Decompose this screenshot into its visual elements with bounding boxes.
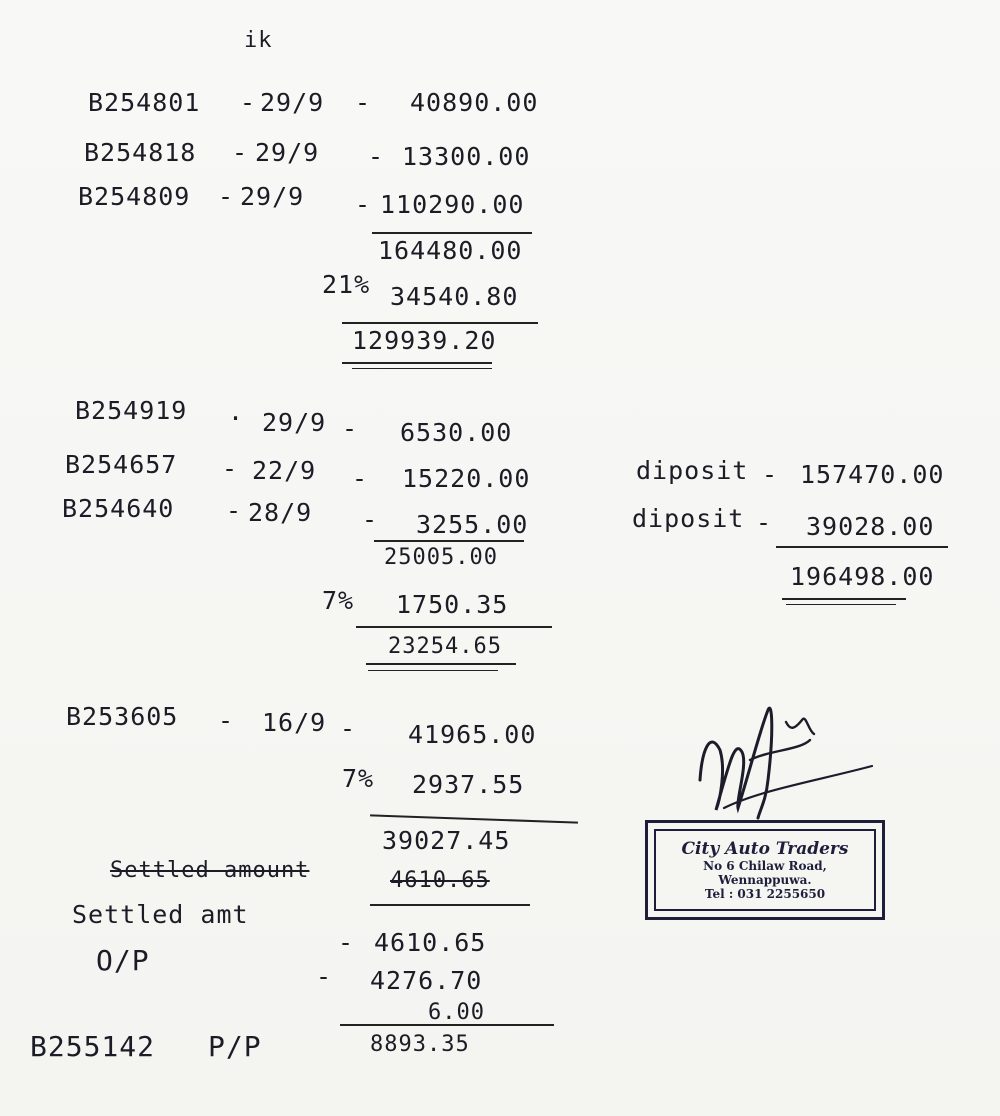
g3-dash: - <box>218 706 235 735</box>
op-value: 4276.70 <box>370 966 483 995</box>
deposit-underline-1 <box>782 598 906 600</box>
g2-net: 23254.65 <box>388 634 502 659</box>
g1-sum-rule <box>372 232 532 234</box>
deposit-amount-1: 157470.00 <box>800 460 945 489</box>
g2-date-2: 22/9 <box>252 456 317 485</box>
stamp-company-name: City Auto Traders <box>681 839 849 859</box>
g1-net: 129939.20 <box>352 326 497 355</box>
g1-amount-3: 110290.00 <box>380 190 525 219</box>
g1-date-1: 29/9 <box>260 88 325 117</box>
deposit-sum-rule <box>776 546 948 548</box>
g2-subtotal: 25005.00 <box>384 545 498 570</box>
g1-date-3: 29/9 <box>240 182 305 211</box>
g2-deduction: 1750.35 <box>396 590 509 619</box>
settlement-rule <box>370 904 530 906</box>
g1-deduction: 34540.80 <box>390 282 519 311</box>
g2-date-3: 28/9 <box>248 498 313 527</box>
op-dash: - <box>316 962 333 991</box>
g2-ref-2: B254657 <box>65 450 178 479</box>
g3-deduction: 2937.55 <box>412 770 525 799</box>
g2-ref-1: B254919 <box>75 396 188 425</box>
deposit-label-1: diposit <box>636 456 749 485</box>
g2-dash-3: - <box>226 496 243 525</box>
g2-dot-1: · <box>228 404 245 433</box>
stamp-address-1: No 6 Chilaw Road, <box>703 859 827 873</box>
deposit-dash-2: - <box>756 508 773 537</box>
g2-amount-3: 3255.00 <box>416 510 529 539</box>
stamp-address-2: Wennappuwa. <box>718 873 812 887</box>
g3-percent: 7% <box>342 764 375 793</box>
g3-ref: B253605 <box>66 702 179 731</box>
g2-underline-2 <box>368 670 498 671</box>
g3-net-rule <box>370 814 578 823</box>
deposit-total: 196498.00 <box>790 562 935 591</box>
company-stamp <box>645 820 885 920</box>
final-rule <box>340 1024 554 1026</box>
final-ref-suffix: P/P <box>208 1030 262 1063</box>
g2-percent: 7% <box>322 586 355 615</box>
g2-dash-2: - <box>222 454 239 483</box>
g2-date-1: 29/9 <box>262 408 327 437</box>
g1-underline-2 <box>352 368 492 369</box>
g1-ref-1: B254801 <box>88 88 201 117</box>
g3-sep: - <box>340 714 357 743</box>
g2-amount-2: 15220.00 <box>402 464 531 493</box>
stamp-inner-border <box>654 829 876 911</box>
struck-value: 4610.65 <box>390 868 490 893</box>
g3-date: 16/9 <box>262 708 327 737</box>
g2-sep-1: - <box>342 414 359 443</box>
deposit-amount-2: 39028.00 <box>806 512 935 541</box>
g2-sep-3: - <box>362 505 379 534</box>
g2-sep-2: - <box>352 464 369 493</box>
g1-ref-2: B254818 <box>84 138 197 167</box>
g1-ref-3: B254809 <box>78 182 191 211</box>
struck-label: Settled amount <box>110 858 310 883</box>
g1-date-2: 29/9 <box>255 138 320 167</box>
deposit-dash-1: - <box>762 460 779 489</box>
deposit-label-2: diposit <box>632 504 745 533</box>
deposit-underline-2 <box>786 604 896 605</box>
g1-sep-2: - <box>368 142 385 171</box>
g2-net-rule <box>356 626 552 628</box>
g1-dash-3: - <box>218 182 235 211</box>
g1-dash-1: - <box>240 88 257 117</box>
g1-amount-1: 40890.00 <box>410 88 539 117</box>
g1-underline-1 <box>342 362 492 364</box>
g2-ref-3: B254640 <box>62 494 175 523</box>
header-mark: ik <box>244 28 273 53</box>
final-ref: B255142 <box>30 1030 156 1063</box>
stamp-telephone: Tel : 031 2255650 <box>704 887 826 901</box>
g1-net-rule <box>342 322 538 324</box>
g1-dash-2: - <box>232 138 249 167</box>
g3-amount: 41965.00 <box>408 720 537 749</box>
handwritten-signature <box>690 690 880 830</box>
g1-amount-2: 13300.00 <box>402 142 531 171</box>
g1-sep-1: - <box>355 88 372 117</box>
g1-subtotal: 164480.00 <box>378 236 523 265</box>
g2-underline-1 <box>366 663 516 665</box>
settled-label: Settled amt <box>72 900 249 929</box>
final-total: 8893.35 <box>370 1032 470 1057</box>
g1-percent: 21% <box>322 270 371 299</box>
settled-dash: - <box>338 928 355 957</box>
g3-net: 39027.45 <box>382 826 511 855</box>
g2-amount-1: 6530.00 <box>400 418 513 447</box>
extra-value: 6.00 <box>428 1000 485 1025</box>
g1-sep-3: - <box>355 190 372 219</box>
settled-value: 4610.65 <box>374 928 487 957</box>
op-label: O/P <box>96 944 150 977</box>
g2-sum-rule <box>374 540 524 542</box>
